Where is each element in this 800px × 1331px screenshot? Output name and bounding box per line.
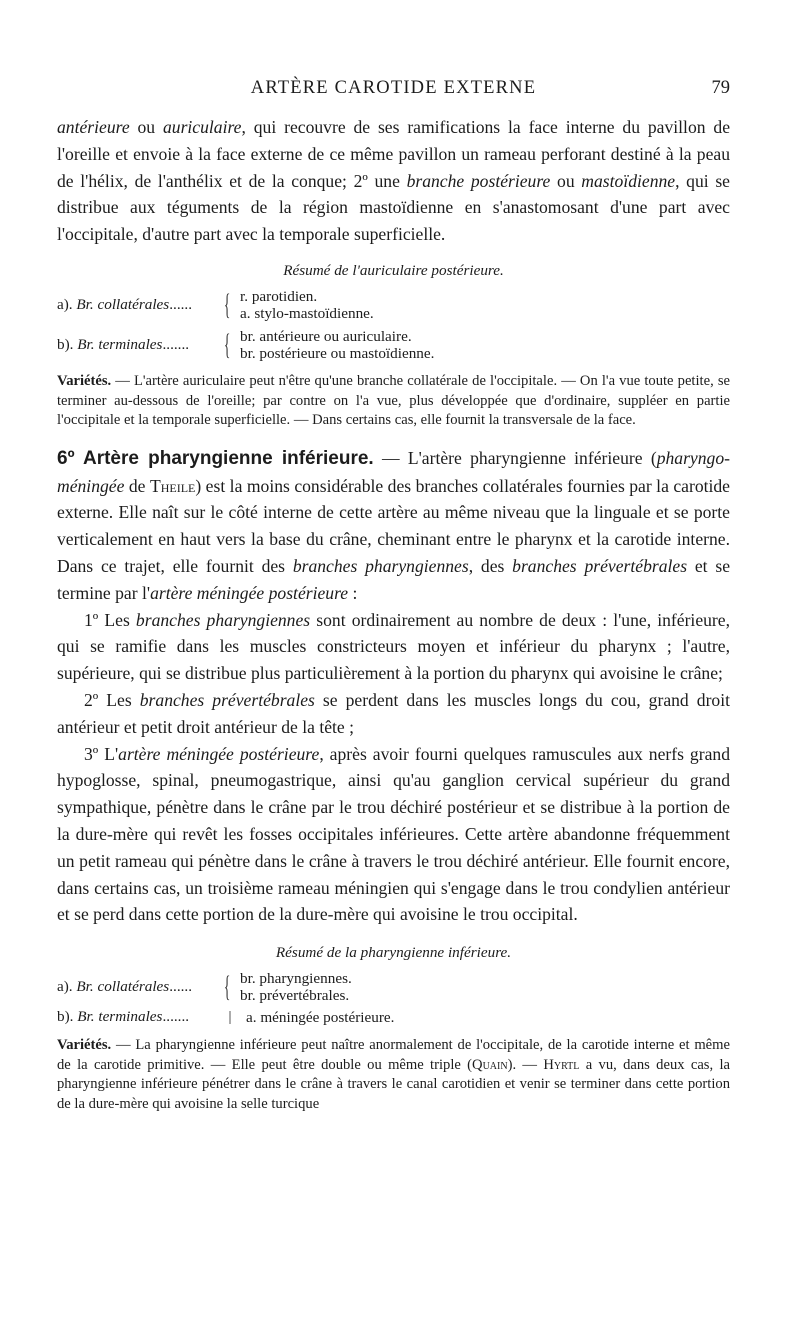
section-pharyngienne xyxy=(57,445,730,607)
term-anterieure: antérieure xyxy=(57,117,130,137)
label-letter: a). xyxy=(57,978,77,996)
label-name: Br. collatérales xyxy=(76,295,170,313)
text: ou xyxy=(550,170,582,191)
text: , qui se distribue aux téguments de la région mastoïdienne en s'anastomosant d'une part avec l'occipitale, d'autre part avec la temporale superficielle. xyxy=(57,170,730,245)
summary-items xyxy=(240,288,374,322)
varietes-pharyngienne xyxy=(57,1036,730,1114)
text: et se termine par l' xyxy=(57,555,731,603)
page-number: 79 xyxy=(711,78,730,98)
term: artère méningée postérieure xyxy=(118,743,320,764)
summary-item: br. pharyngiennes. xyxy=(240,970,352,988)
author-name: Quain xyxy=(472,1056,508,1073)
text: — L'artère pharyngienne inférieure ( xyxy=(373,447,657,468)
summary-item: br. antérieure ou auriculaire. xyxy=(240,327,412,345)
summary-label xyxy=(57,336,220,354)
varietes-auriculaire xyxy=(57,372,730,431)
text: , des xyxy=(468,555,513,576)
label-letter: b). xyxy=(57,335,78,353)
author-name: Hyrtl xyxy=(543,1056,580,1073)
term: artère méningée postérieure xyxy=(150,582,349,603)
brace-icon: { xyxy=(223,327,231,361)
summary-item: br. postérieure ou mastoïdienne. xyxy=(240,344,435,362)
page-content xyxy=(57,114,730,1114)
text: 1º Les xyxy=(84,609,136,630)
text: ). — xyxy=(507,1056,544,1073)
text: : xyxy=(348,582,358,603)
summary-item: r. parotidien. xyxy=(240,287,318,305)
term: pharyngo-méningée xyxy=(57,447,730,496)
label-dots: ....... xyxy=(162,1008,190,1026)
summary-item: a. méningée postérieure. xyxy=(246,1008,395,1026)
running-title: ARTÈRE CAROTIDE EXTERNE xyxy=(250,78,537,98)
summary-row-terminales xyxy=(57,328,730,362)
text: , qui recouvre de ses ramifications la face interne du pavillon de l'oreille et envoie à la face externe de ce même pavillon un rameau perforant destiné à la peau de l'hélix, de l'anthélix et de la conque; 2º une xyxy=(57,117,731,191)
text: , après avoir fourni quelques ramuscules aux nerfs grand hypoglosse, spinal, pneumogastrique, ainsi qu'au ganglion cervical supérieur du grand sympathique, pénètre dans le crâne par le trou déchiré postérieur et se distribue à la portion de la dure-mère qui revêt les fosses occipitales inférieures. Cette artère abandonne fréquemment un petit rameau qui pénètre dans le crâne à travers le trou déchiré antérieur. Elle fournit encore, dans certains cas, un troisième rameau méningien qui s'engage dans le trou condylien antérieur et se perd dans cette portion de la dure-mère qui avoisine le trou occipital. xyxy=(57,743,730,925)
text: a vu, dans deux cas, la pharyngienne inférieure pénétrer dans le crâne à travers le canal carotidien et venir se terminer dans cette portion de la dure-mère qui avoisine la selle turcique xyxy=(57,1056,730,1112)
item-branches-pharyngiennes xyxy=(57,607,730,687)
paragraph-auriculaire xyxy=(57,114,730,248)
bar-icon: | xyxy=(228,1008,232,1025)
section-heading: 6º Artère pharyngienne inférieure. xyxy=(57,447,374,469)
term-branche-posterieure: branche postérieure xyxy=(406,170,551,191)
running-header xyxy=(57,78,730,102)
text: de xyxy=(124,475,150,496)
label-dots: ...... xyxy=(169,295,192,313)
text: 2º Les xyxy=(84,689,140,710)
label-name: Br. collatérales xyxy=(76,978,170,996)
summary-label xyxy=(57,296,220,314)
item-branches-prevertebrales xyxy=(57,687,730,741)
label-dots: ...... xyxy=(169,978,192,996)
text: — La pharyngienne inférieure peut naître anormalement de l'occipitale, de la carotide interne et même de la carotide primitive. — Elle peut être double ou même triple ( xyxy=(57,1037,730,1073)
text: — L'artère auriculaire peut n'être qu'une branche collatérale de l'occipitale. — On l'a vue toute petite, se terminer au-dessous de l'oreille; par contre on l'a vue, plus développée que d'ordinaire, suppléer en partie l'occipitale et la temporale superficielle. — Dans certains cas, elle fournit la transversale de la face. xyxy=(57,372,730,429)
term: branches prévertébrales xyxy=(139,689,315,710)
brace-icon: { xyxy=(223,287,231,321)
text: se perdent dans les muscles longs du cou, grand droit antérieur et petit droit antérieur de la tête ; xyxy=(57,689,730,737)
label-letter: a). xyxy=(57,295,77,313)
summary-title-pharyngienne: Résumé de la pharyngienne inférieure. xyxy=(275,944,512,962)
summary-label xyxy=(57,978,220,996)
item-artere-meningee xyxy=(57,741,730,929)
text: 3º L' xyxy=(84,743,119,764)
text: sont ordinairement au nombre de deux : l'une, inférieure, qui se ramifie dans les muscles constricteurs moyen et inférieur du pharynx ; l'autre, supérieure, qui se distribue plus particulièrement à la portion du pharynx qui avoisine le crâne; xyxy=(57,609,730,684)
author-name: Theile xyxy=(149,475,196,496)
summary-row-terminales xyxy=(57,1008,730,1026)
varietes-label: Variétés. xyxy=(57,1037,112,1054)
label-name: Br. terminales xyxy=(77,1008,163,1026)
term-mastoidienne: mastoïdienne xyxy=(581,170,676,191)
text: ou xyxy=(129,117,163,137)
summary-label xyxy=(57,1008,220,1026)
summary-item: a. stylo-mastoïdienne. xyxy=(240,304,374,322)
summary-row-collaterales xyxy=(57,288,730,322)
varietes-label: Variétés. xyxy=(57,372,112,389)
brace-icon: { xyxy=(223,970,231,1004)
term-auriculaire: auriculaire xyxy=(162,117,242,137)
label-name: Br. terminales xyxy=(77,335,163,353)
term: branches pharyngiennes xyxy=(135,609,311,630)
text: ) est la moins considérable des branches collatérales fournies par la carotide externe. Elle naît sur le côté interne de cette artère au même niveau que la linguale et se porte verticalement en haut vers la base du crâne, cheminant entre le pharynx et la carotide interne. Dans ce trajet, elle fournit des xyxy=(57,475,730,576)
summary-items xyxy=(246,1009,394,1026)
term: branches pharyngiennes xyxy=(292,555,469,576)
summary-item: br. prévertébrales. xyxy=(240,987,350,1005)
summary-items xyxy=(240,328,434,362)
label-dots: ....... xyxy=(162,335,190,353)
summary-items xyxy=(240,970,352,1004)
summary-row-collaterales xyxy=(57,970,730,1004)
term: branches prévertébrales xyxy=(512,555,688,576)
summary-title-auriculaire: Résumé de l'auriculaire postérieure. xyxy=(283,261,504,279)
label-letter: b). xyxy=(57,1008,78,1026)
